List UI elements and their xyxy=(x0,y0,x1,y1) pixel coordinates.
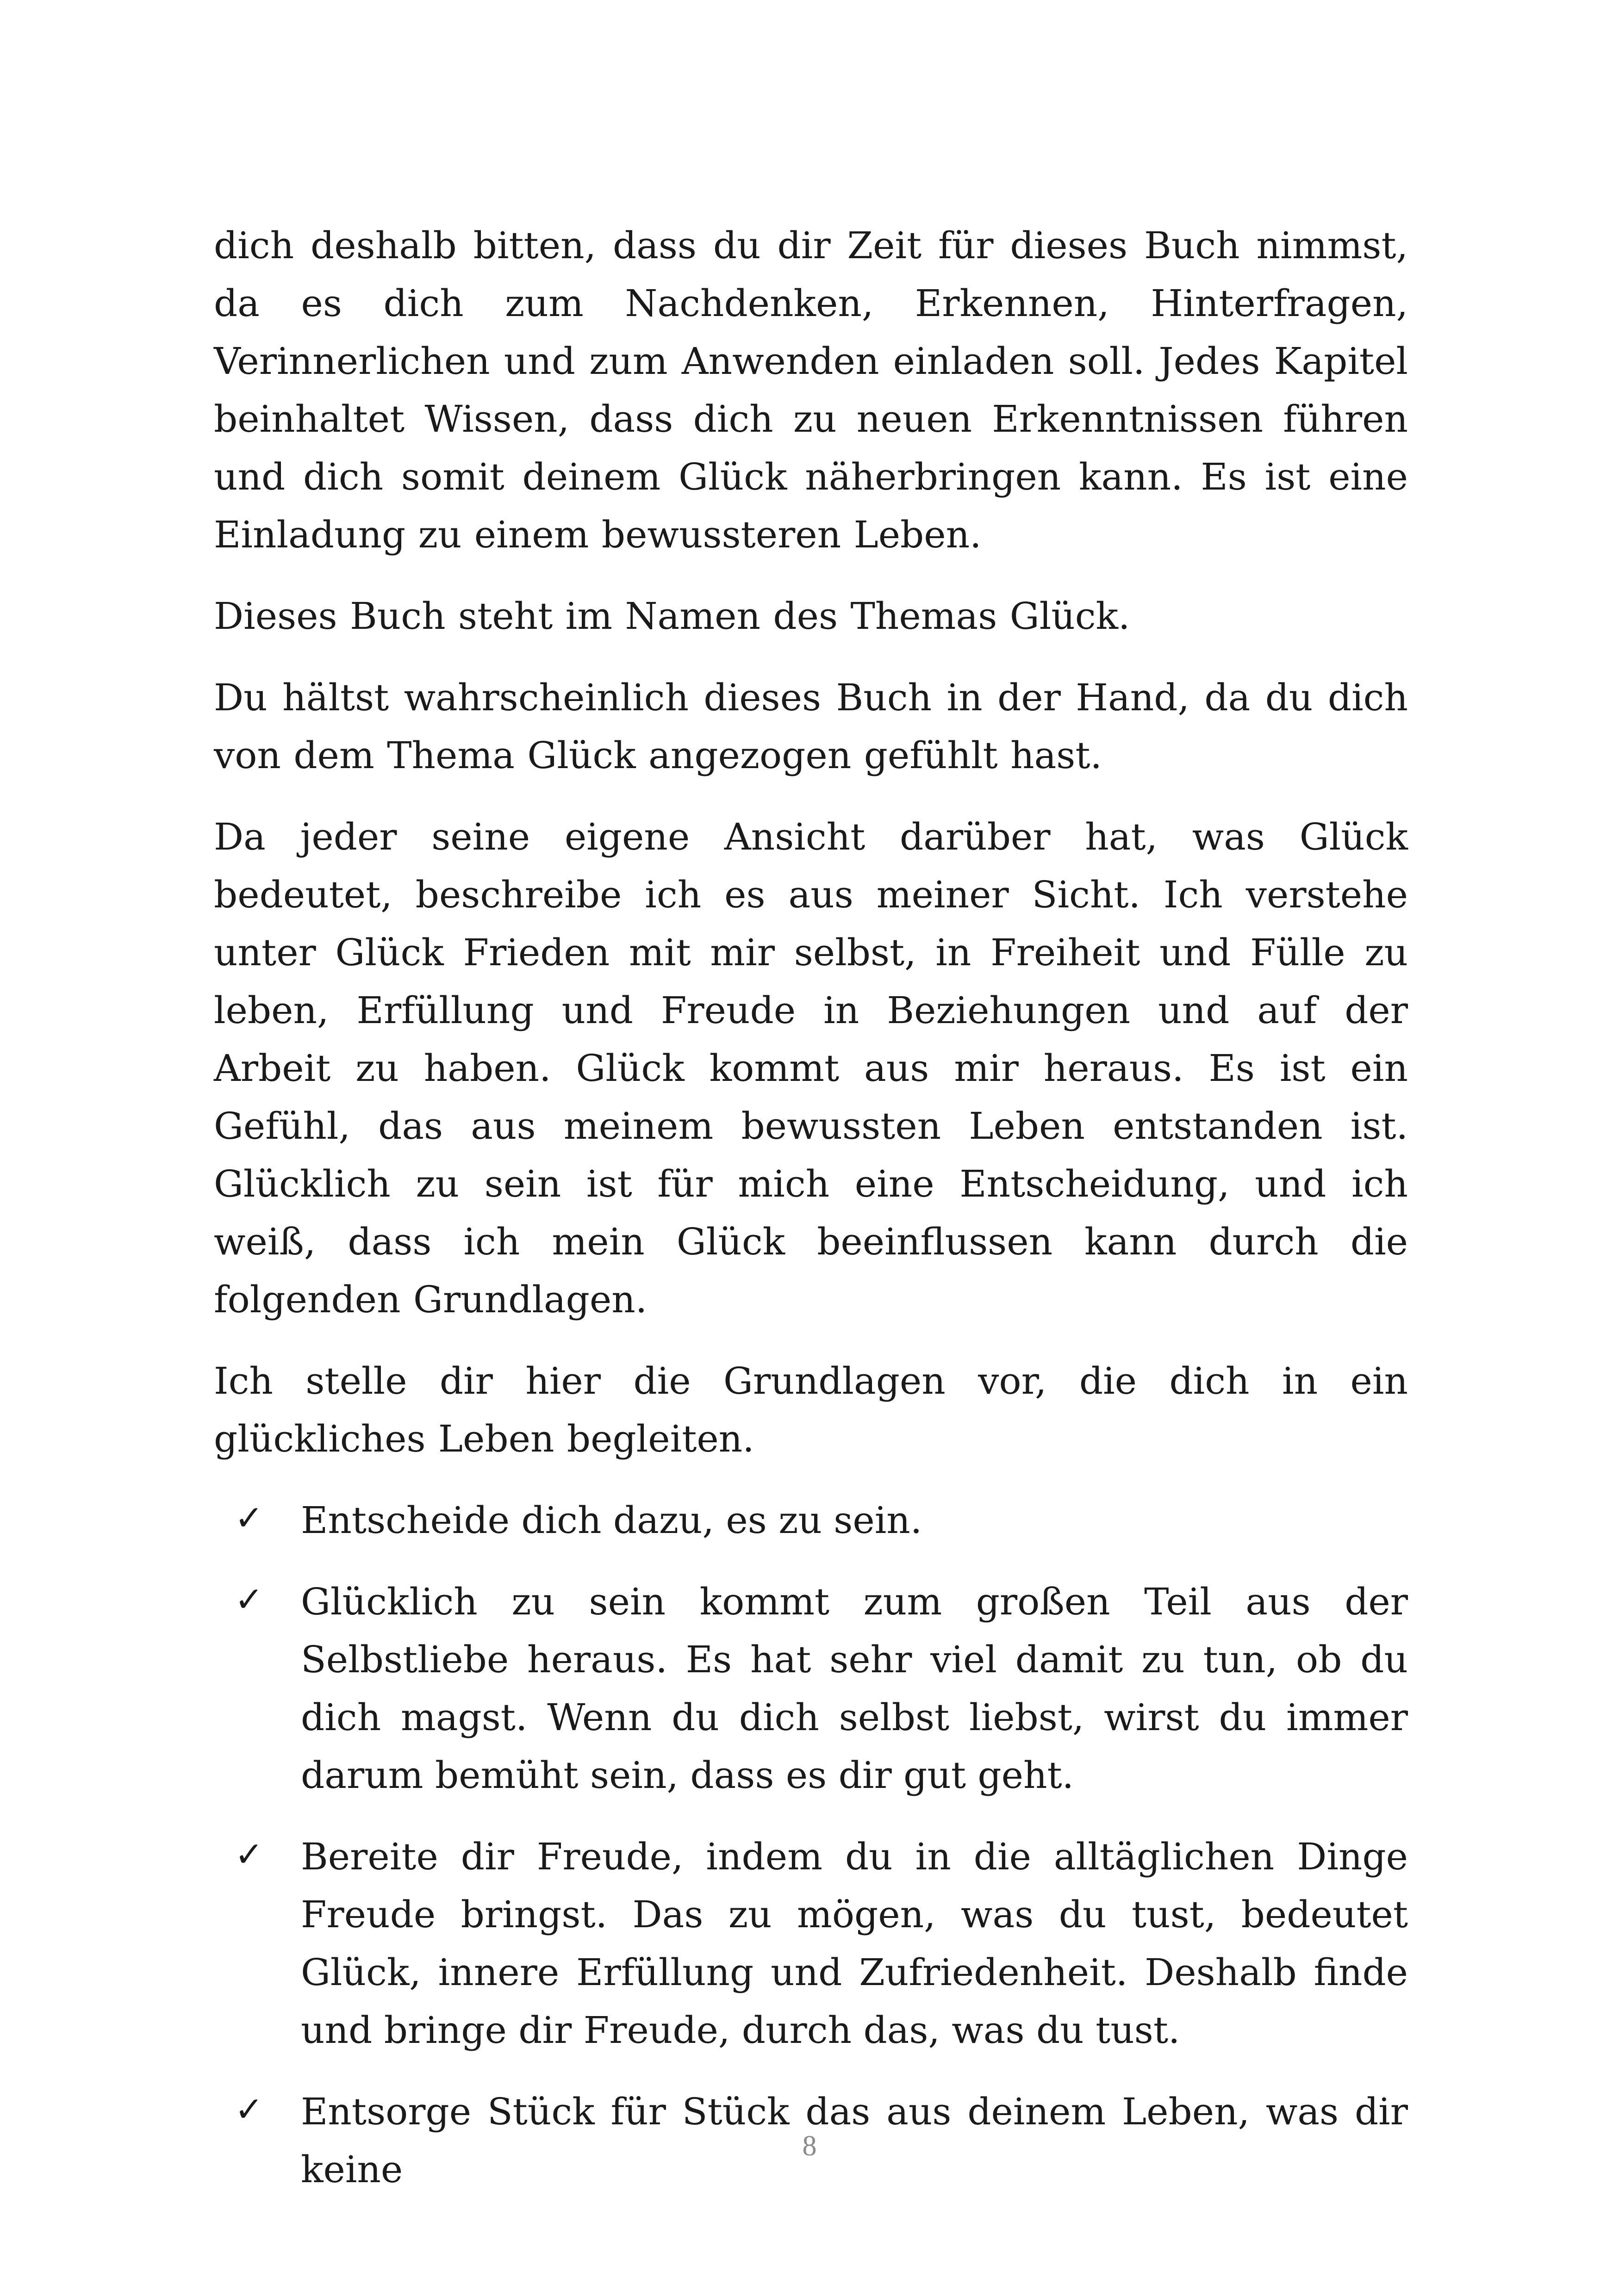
paragraph-definition: Da jeder seine eigene Ansicht darüber hat, was Glück bedeutet, beschreibe ich es aus meiner Sicht. Ich verstehe unter Glück Frieden mit mir selbst, in Freiheit und Fülle zu leben, Erfüllung und Freude in Beziehungen und auf der Arbeit zu haben. Glück kommt aus mir heraus. Es ist ein Gefühl, das aus meinem bewussten Leben entstanden ist. Glücklich zu sein ist für mich eine Entscheidung, und ich weiß, dass ich mein Glück beeinflussen kann durch die folgenden Grundlagen. xyxy=(214,815,1408,1321)
checklist-item xyxy=(214,1573,1408,1804)
checklist-item-text: Glücklich zu sein kommt zum großen Teil aus der Selbstliebe heraus. Es hat sehr viel damit zu tun, ob du dich magst. Wenn du dich selbst liebst, wirst du immer darum bemüht sein, dass es dir gut geht. xyxy=(301,1580,1408,1797)
check-icon: ✓ xyxy=(235,1498,264,1538)
checklist-item xyxy=(214,1491,1408,1549)
check-icon: ✓ xyxy=(235,2090,264,2129)
paragraph-foundations-intro: Ich stelle dir hier die Grundlagen vor, die dich in ein glückliches Leben begleiten. xyxy=(214,1359,1408,1460)
paragraph-intro: dich deshalb bitten, dass du dir Zeit für dieses Buch nimmst, da es dich zum Nachdenken, Erkennen, Hinterfragen, Verinnerlichen und zum Anwenden einladen soll. Jedes Kapitel beinhaltet Wissen, dass dich zu neuen Erkenntnissen führen und dich somit deinem Glück näherbringen kann. Es ist eine Einladung zu einem bewussteren Leben. xyxy=(214,224,1408,556)
checklist-item xyxy=(214,1828,1408,2059)
checklist-item-text: Entsorge Stück für Stück das aus deinem Leben, was dir keine xyxy=(301,2090,1408,2191)
page-body xyxy=(214,217,1408,2222)
checklist-item-text: Entscheide dich dazu, es zu sein. xyxy=(301,1499,922,1542)
foundations-checklist xyxy=(214,1491,1408,2198)
check-icon: ✓ xyxy=(235,1835,264,1874)
paragraph-topic: Dieses Buch steht im Namen des Themas Glück. xyxy=(214,595,1130,638)
check-icon: ✓ xyxy=(235,1580,264,1620)
page-number: 8 xyxy=(802,2130,817,2162)
paragraph-reader: Du hältst wahrscheinlich dieses Buch in der Hand, da du dich von dem Thema Glück angezogen gefühlt hast. xyxy=(214,676,1408,777)
checklist-item-text: Bereite dir Freude, indem du in die alltäglichen Dinge Freude bringst. Das zu mögen, was du tust, bedeutet Glück, innere Erfüllung und Zufriedenheit. Deshalb finde und bringe dir Freude, durch das, was du tust. xyxy=(301,1835,1408,2052)
